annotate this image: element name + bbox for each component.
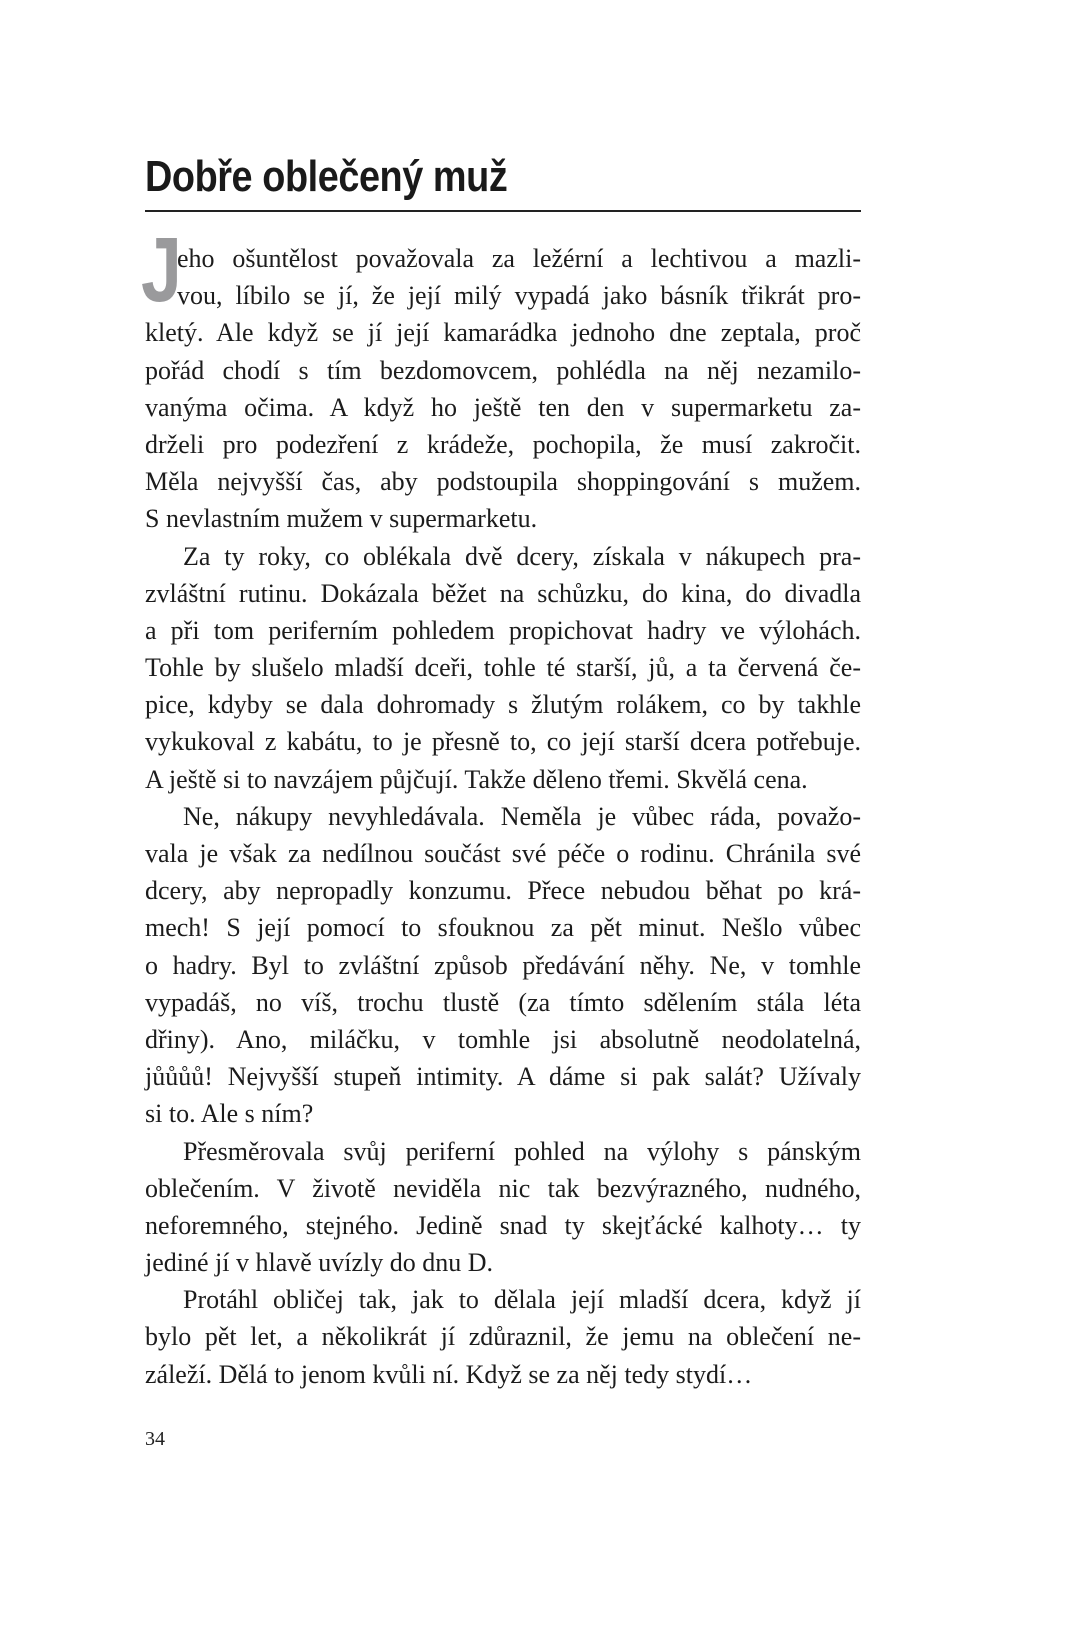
text-line: dřiny). Ano, miláčku, v tomhle jsi absolutně neodolatelná,	[145, 1024, 861, 1054]
text-line: Za ty roky, co oblékala dvě dcery, získala v nákupech pra-	[183, 541, 861, 571]
title-rule	[145, 210, 861, 212]
text-line: si to. Ale s ním?	[145, 1099, 314, 1129]
paragraph	[145, 1133, 861, 1282]
drop-cap: J	[141, 219, 182, 321]
text-line: bylo pět let, a několikrát jí zdůraznil, že jemu na oblečení ne-	[145, 1322, 861, 1352]
text-line: vypadáš, no víš, trochu tlustě (za tímto sdělením stála léta	[145, 987, 861, 1017]
chapter-title: Dobře oblečený muž	[145, 152, 508, 201]
text-line: Ne, nákupy nevyhledávala. Neměla je vůbec ráda, považo-	[183, 801, 861, 831]
text-line: drželi pro podezření z krádeže, pochopila, že musí zakročit.	[145, 429, 861, 459]
text-line: oblečením. V životě neviděla nic tak bezvýrazného, nudného,	[145, 1173, 861, 1203]
page-number: 34	[145, 1428, 165, 1450]
text-line: a při tom periferním pohledem propichovat hadry ve výlohách.	[145, 615, 861, 645]
paragraph	[145, 240, 861, 538]
text-line: kletý. Ale když se jí její kamarádka jednoho dne zeptala, proč	[145, 318, 861, 348]
text-line: dcery, aby nepropadly konzumu. Přece nebudou běhat po krá-	[145, 876, 861, 906]
text-line: neforemného, stejného. Jedině snad ty skejťácké kalhoty… ty	[145, 1210, 861, 1240]
text-line: vala je však za nedílnou součást své péče o rodinu. Chránila své	[145, 839, 861, 868]
text-line: vykukoval z kabátu, to je přesně to, co její starší dcera potřebuje.	[145, 727, 861, 757]
text-line: Přesměrovala svůj periferní pohled na výlohy s pánským	[183, 1136, 861, 1166]
text-line: o hadry. Byl to zvláštní způsob předávání něhy. Ne, v tomhle	[145, 950, 861, 980]
text-line: A ještě si to navzájem půjčují. Takže děleno třemi. Skvělá cena.	[145, 764, 808, 794]
text-line: záleží. Dělá to jenom kvůli ní. Když se za něj tedy stydí…	[145, 1359, 753, 1389]
body-text	[145, 240, 861, 1393]
text-line: vou, líbilo se jí, že její milý vypadá jako básník třikrát pro-	[177, 281, 861, 311]
text-line: pice, kdyby se dala dohromady s žlutým rolákem, co by takhle	[145, 690, 861, 720]
text-line: Měla nejvyšší čas, aby podstoupila shoppingování s mužem.	[145, 467, 861, 497]
paragraph	[145, 1281, 861, 1393]
paragraph	[145, 798, 861, 1133]
paragraph	[145, 538, 861, 798]
text-line: Protáhl obličej tak, jak to dělala její mladší dcera, když jí	[183, 1285, 861, 1315]
text-line: Tohle by slušelo mladší dceři, tohle té starší, jů, a ta červená če-	[145, 653, 861, 683]
text-line: zvláštní rutinu. Dokázala běžet na schůzku, do kina, do divadla	[145, 578, 861, 608]
text-line: pořád chodí s tím bezdomovcem, pohlédla na něj nezamilo-	[145, 355, 861, 385]
text-line: mech! S její pomocí to sfouknou za pět minut. Nešlo vůbec	[145, 913, 861, 943]
text-line: jediné jí v hlavě uvízly do dnu D.	[145, 1248, 494, 1278]
text-line: jůůůů! Nejvyšší stupeň intimity. A dáme si pak salát? Užívaly	[145, 1062, 861, 1092]
text-line: S nevlastním mužem v supermarketu.	[145, 504, 538, 534]
text-line: vanýma očima. A když ho ještě ten den v supermarketu za-	[145, 392, 861, 422]
text-line: eho ošuntělost považovala za ležérní a lechtivou a mazli-	[177, 244, 861, 273]
